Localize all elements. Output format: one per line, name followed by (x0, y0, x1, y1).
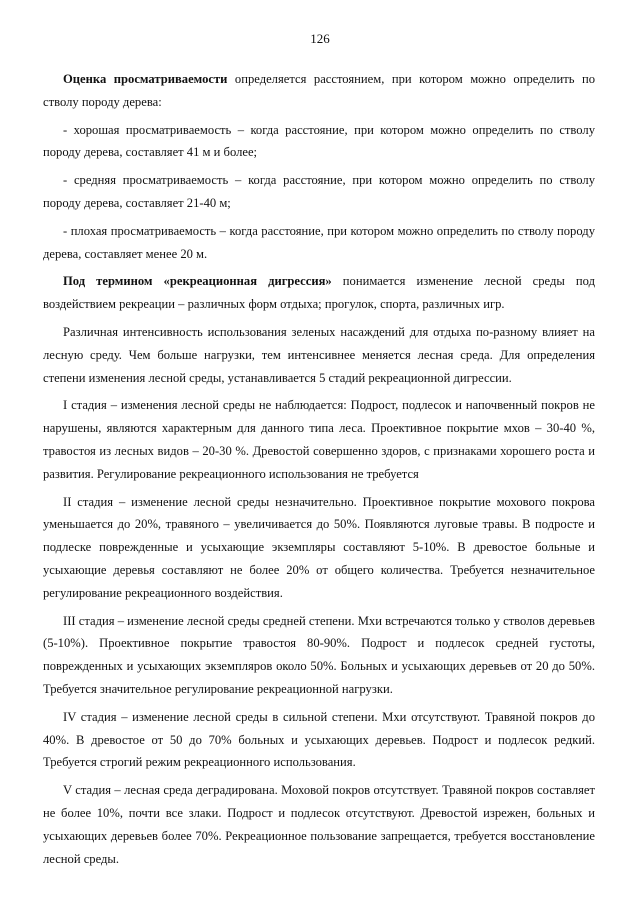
paragraph-stage-3 (43, 610, 595, 701)
paragraph-intensity (43, 321, 595, 389)
paragraph-stage-4 (43, 706, 595, 774)
paragraph-stage-2 (43, 491, 595, 605)
page-body (43, 68, 595, 875)
paragraph-text: Различная интенсивность использования зеленых насаждений для отдыха по-разному влияет на лесную среду. Чем больше нагрузки, тем интенсивнее меняется лесная среда. Для определения степени изменения лесной среды, устанавливается 5 стадий рекреационной дигрессии. (43, 324, 595, 385)
bold-term: Под термином «рекреационная дигрессия» (63, 274, 332, 289)
paragraph-text: II стадия – изменение лесной среды незначительно. Проективное покрытие мохового покрова уменьшается до 20%, травяного – увеличивается до 50%. Появляются луговые травы. В подросте и подлеске поврежденные и усыхающие экземпляры составляют 5-10%. В древостое больные и усыхающие деревья составляют не более 20% от общего количества. Требуется незначительное регулирование рекреационного воздействия. (43, 494, 595, 600)
paragraph-text: - хорошая просматриваемость – когда расстояние, при котором можно определить по стволу породу дерева, составляет 41 м и более; (43, 122, 595, 160)
paragraph-text: - плохая просматриваемость – когда расстояние, при котором можно определить по стволу породу дерева, составляет менее 20 м. (43, 223, 595, 261)
paragraph-text: определяется расстоянием, при котором можно определить по стволу породу дерева: (43, 72, 595, 109)
paragraph-text: понимается изменение лесной среды под воздействием рекреации – различных форм отдыха; прогулок, спорта, различных игр. (43, 274, 595, 312)
paragraph-text: III стадия – изменение лесной среды средней степени. Мхи встречаются только у стволов деревьев (5-10%). Проективное покрытие травостоя 80-90%. Подрост и подлесок средней густоты, поврежденных и усыхающих экземпляров около 50%. Больных и усыхающих деревьев от 20 до 50%. Требуется значительное регулирование рекреационной нагрузки. (43, 613, 595, 696)
paragraph-stage-5 (43, 779, 595, 870)
paragraph-visibility-assessment (43, 68, 595, 114)
paragraph-text: I стадия – изменения лесной среды не наблюдается: Подрост, подлесок и напочвенный покров не нарушены, являются характерным для данного типа леса. Проективное покрытие мхов – 30-40 %, травостоя из лесных видов – 20-30 %. Древостой совершенно здоров, с признаками хорошего роста и развития. Регулирование рекреационного использования не требуется (43, 398, 595, 481)
paragraph-text: - средняя просматриваемость – когда расстояние, при котором можно определить по стволу породу дерева, составляет 21-40 м; (43, 173, 595, 210)
list-item-medium-visibility (43, 169, 595, 215)
paragraph-text: IV стадия – изменение лесной среды в сильной степени. Мхи отсутствуют. Травяной покров до 40%. В древостое от 50 до 70% больных и усыхающих деревьев. Подрост и подлесок редкий. Требуется строгий режим рекреационного использования. (43, 709, 595, 770)
paragraph-stage-1 (43, 394, 595, 485)
paragraph-text: V стадия – лесная среда деградирована. Моховой покров отсутствует. Травяной покров составляет не более 10%, почти все злаки. Подрост и подлесок отсутствуют. Древостой изрежен, больных и усыхающих деревьев более 70%. Рекреационное пользование запрещается, требуется восстановление лесной среды. (43, 783, 595, 866)
list-item-good-visibility (43, 119, 595, 165)
bold-term: Оценка просматриваемости (63, 72, 228, 86)
paragraph-recreational-digression (43, 270, 595, 316)
list-item-poor-visibility (43, 220, 595, 266)
page-number: 126 (310, 31, 330, 46)
